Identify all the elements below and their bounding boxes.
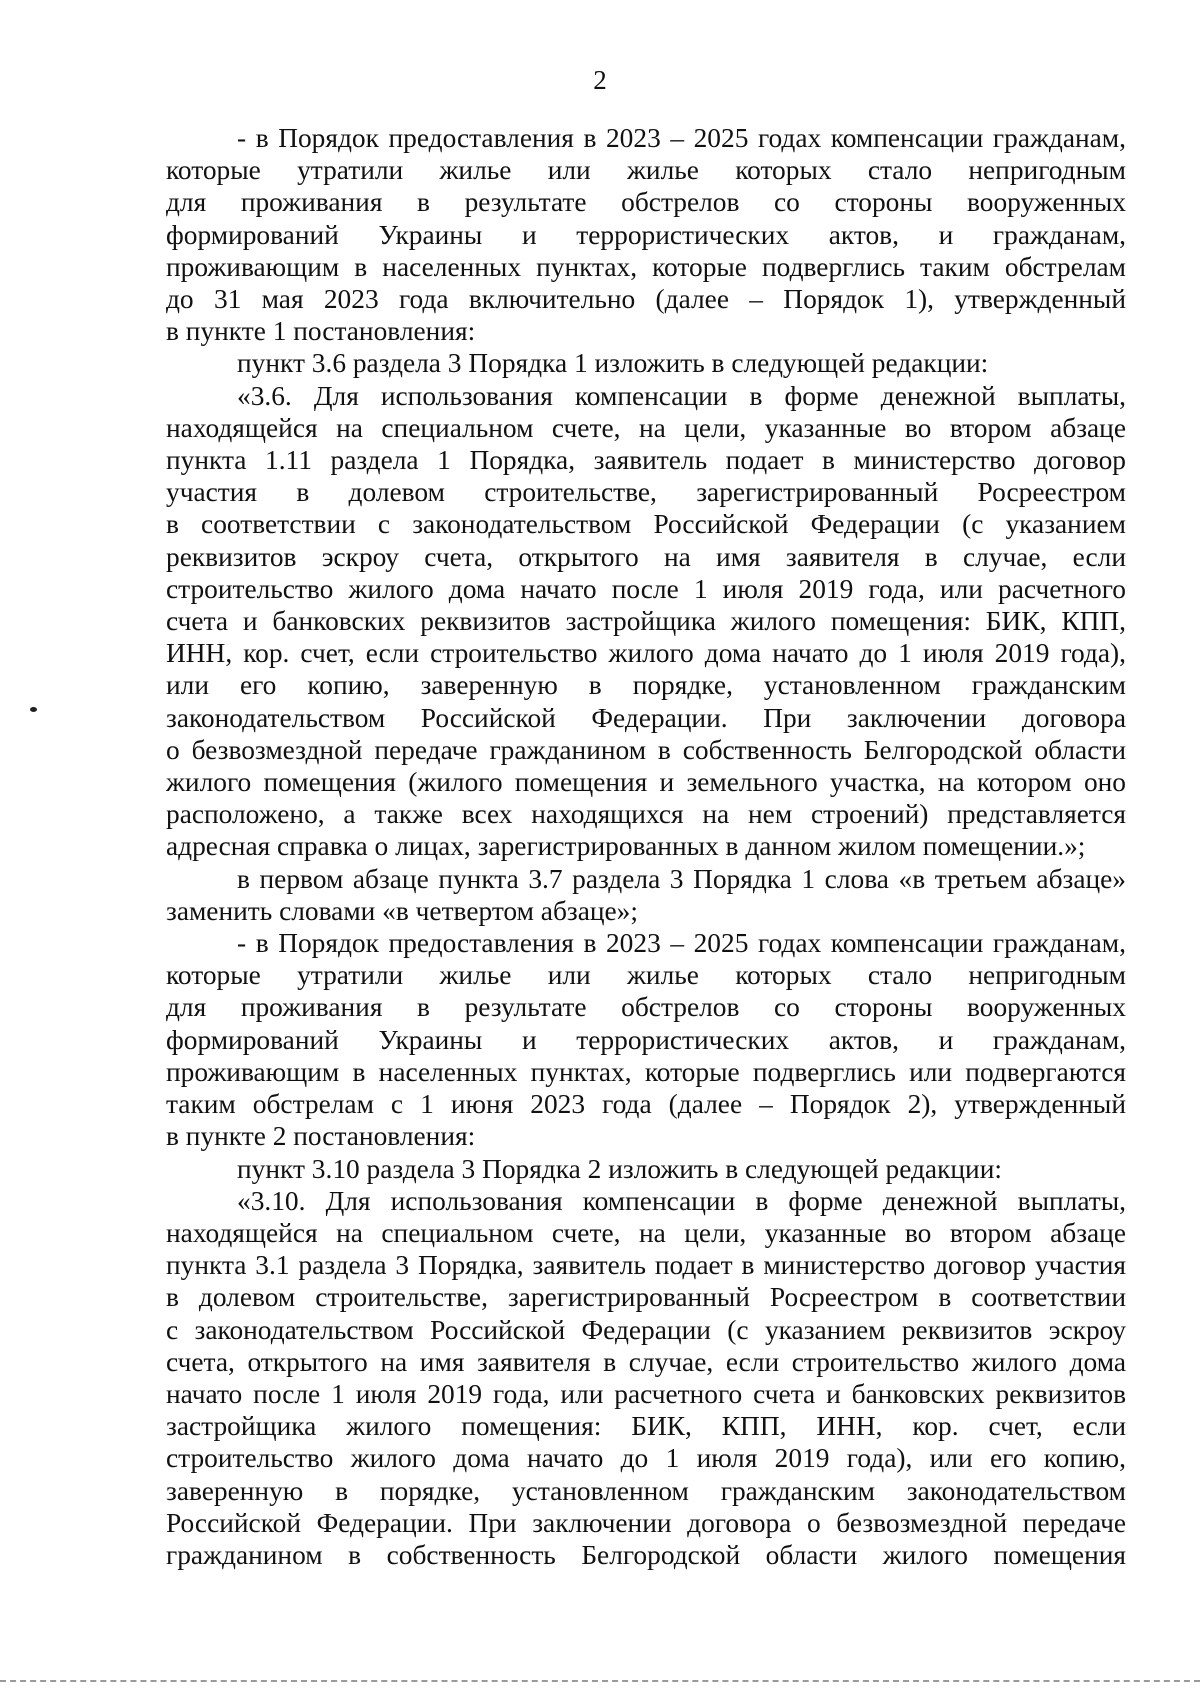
text-line: пункт 3.10 раздела 3 Порядка 2 изложить в следующей редакции:: [237, 1153, 1002, 1184]
text-line: законодательством Российской Федерации. При заключении договора: [166, 702, 1126, 733]
text-line: заверенную в порядке, установленном гражданским законодательством: [166, 1475, 1126, 1506]
text-line: счета и банковских реквизитов застройщика жилого помещения: БИК, КПП,: [166, 606, 1126, 637]
text-line: жилого помещения (жилого помещения и земельного участка, на котором оно: [166, 767, 1126, 798]
text-line: пункта 1.11 раздела 1 Порядка, заявитель подает в министерство договор: [166, 445, 1126, 476]
text-line: таким обстрелам с 1 июня 2023 года (далее – Порядок 2), утвержденный: [166, 1089, 1126, 1120]
scan-bottom-edge: [0, 1680, 1200, 1682]
text-line: находящейся на специальном счете, на цели, указанные во втором абзаце: [166, 1217, 1126, 1248]
page-number: 2: [593, 65, 607, 95]
text-line: участия в долевом строительстве, зарегистрированный Росреестром: [166, 477, 1126, 508]
text-line: пункт 3.6 раздела 3 Порядка 1 изложить в следующей редакции:: [237, 348, 989, 379]
text-line: счета, открытого на имя заявителя в случае, если строительство жилого дома: [166, 1346, 1126, 1377]
text-line: которые утратили жилье или жилье которых стало непригодным: [166, 155, 1126, 186]
text-line: Российской Федерации. При заключении договора о безвозмездной передаче: [166, 1507, 1126, 1538]
text-line: с законодательством Российской Федерации (с указанием реквизитов эскроу: [166, 1314, 1126, 1345]
document-body: [166, 122, 1126, 1571]
text-line: для проживания в результате обстрелов со стороны вооруженных: [166, 187, 1126, 218]
text-line: адресная справка о лицах, зарегистрированных в данном жилом помещении.»;: [166, 831, 1086, 862]
text-line: формирований Украины и террористических актов, и гражданам,: [166, 1024, 1126, 1055]
text-line: «3.10. Для использования компенсации в форме денежной выплаты,: [237, 1185, 1126, 1216]
text-line: строительство жилого дома начато до 1 июля 2019 года), или его копию,: [166, 1443, 1126, 1474]
text-line: строительство жилого дома начато после 1 июля 2019 года, или расчетного: [166, 573, 1126, 604]
text-line: заменить словами «в четвертом абзаце»;: [166, 895, 638, 926]
text-line: в пункте 2 постановления:: [166, 1121, 476, 1152]
text-line: начато после 1 июля 2019 года, или расчетного счета и банковских реквизитов: [166, 1378, 1126, 1409]
text-line: в долевом строительстве, зарегистрированный Росреестром в соответствии: [166, 1282, 1126, 1313]
text-line: застройщика жилого помещения: БИК, КПП, ИНН, кор. счет, если: [166, 1411, 1126, 1442]
text-line: гражданином в собственность Белгородской области жилого помещения: [166, 1539, 1126, 1570]
text-line: «3.6. Для использования компенсации в форме денежной выплаты,: [237, 380, 1126, 411]
text-line: которые утратили жилье или жилье которых стало непригодным: [166, 960, 1126, 991]
text-line: - в Порядок предоставления в 2023 – 2025 годах компенсации гражданам,: [237, 123, 1126, 153]
text-line: формирований Украины и террористических актов, и гражданам,: [166, 219, 1126, 250]
text-line: в первом абзаце пункта 3.7 раздела 3 Порядка 1 слова «в третьем абзаце»: [237, 863, 1126, 894]
text-line: в соответствии с законодательством Российской Федерации (с указанием: [166, 509, 1126, 540]
text-line: проживающим в населенных пунктах, которые подверглись или подвергаются: [166, 1056, 1126, 1087]
text-line: расположено, а также всех находящихся на нем строений) представляется: [166, 799, 1126, 830]
scan-artifact-dot: [30, 707, 37, 712]
text-line: реквизитов эскроу счета, открытого на имя заявителя в случае, если: [166, 541, 1126, 572]
text-line: о безвозмездной передаче гражданином в собственность Белгородской области: [166, 734, 1126, 765]
text-line: до 31 мая 2023 года включительно (далее – Порядок 1), утвержденный: [166, 284, 1126, 315]
text-line: находящейся на специальном счете, на цели, указанные во втором абзаце: [166, 412, 1126, 443]
text-line: - в Порядок предоставления в 2023 – 2025 годах компенсации гражданам,: [237, 928, 1126, 959]
text-line: для проживания в результате обстрелов со стороны вооруженных: [166, 992, 1126, 1023]
text-line: в пункте 1 постановления:: [166, 316, 476, 347]
text-line: проживающим в населенных пунктах, которые подверглись таким обстрелам: [166, 251, 1126, 282]
text-line: или его копию, заверенную в порядке, установленном гражданским: [166, 670, 1126, 701]
text-line: пункта 3.1 раздела 3 Порядка, заявитель подает в министерство договор участия: [166, 1250, 1126, 1281]
text-line: ИНН, кор. счет, если строительство жилого дома начато до 1 июля 2019 года),: [166, 638, 1126, 669]
